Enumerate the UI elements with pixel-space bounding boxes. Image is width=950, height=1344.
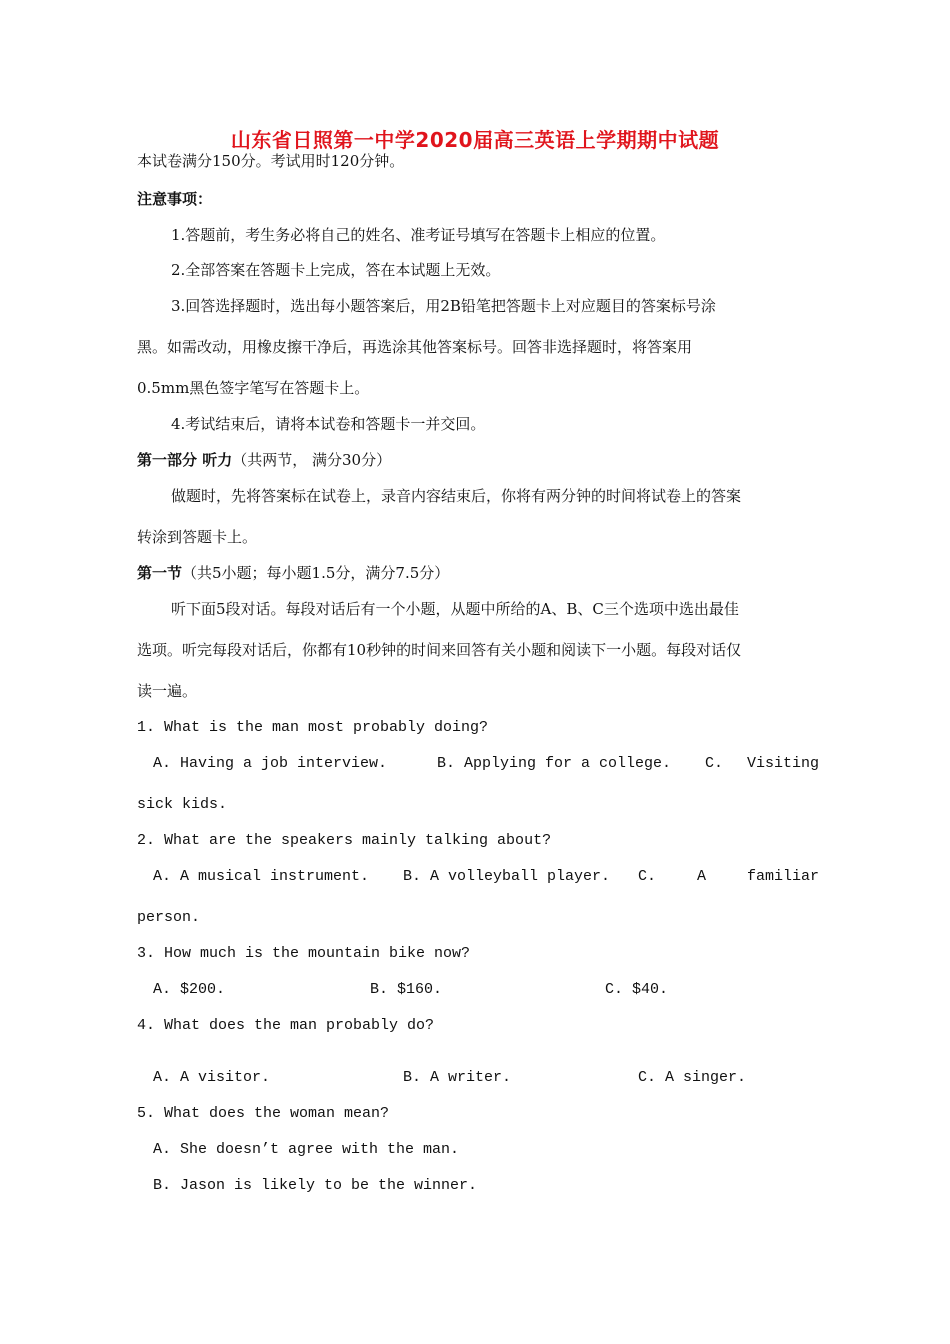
section1-heading-bold: 第一节	[137, 564, 183, 582]
part1-instruction: 做题时，先将答案标在试卷上，录音内容结束后，你将有两分钟的时间将试卷上的答案	[171, 487, 742, 505]
question-1-stem: 1. What is the man most probably doing?	[137, 719, 489, 736]
question-1-option-c: Visiting	[747, 755, 820, 772]
part1-heading-bold: 第一部分 听力	[137, 451, 233, 469]
question-2-option-a: A. A musical instrument.	[153, 868, 370, 885]
question-2-option-c-letter: C.	[638, 868, 657, 885]
part1-instruction-cont: 转涂到答题卡上。	[137, 528, 258, 546]
question-2-stem: 2. What are the speakers mainly talking about?	[137, 832, 552, 849]
question-1-option-c-letter: C.	[705, 755, 724, 772]
question-2-option-c-cont: person.	[137, 909, 201, 926]
section1-instruction-cont2: 读一遍。	[137, 682, 198, 700]
question-5-stem: 5. What does the woman mean?	[137, 1105, 390, 1122]
question-4-option-b: B. A writer.	[403, 1069, 512, 1086]
question-4-option-a: A. A visitor.	[153, 1069, 271, 1086]
question-2-option-b: B. A volleyball player.	[403, 868, 611, 885]
question-3-stem: 3. How much is the mountain bike now?	[137, 945, 471, 962]
notice-item-2: 2.全部答案在答题卡上完成，答在本试题上无效。	[171, 261, 501, 279]
question-3-option-b: B. $160.	[370, 981, 443, 998]
question-1-option-b: B. Applying for a college.	[437, 755, 672, 772]
document-title: 山东省日照第一中学2020届高三英语上学期期中试题	[230, 128, 720, 152]
notice-heading: 注意事项：	[137, 190, 213, 208]
section1-instruction: 听下面5段对话。每段对话后有一个小题，从题中所给的A、B、C三个选项中选出最佳	[171, 600, 739, 618]
question-4-option-c: C. A singer.	[638, 1069, 747, 1086]
notice-item-3: 3.回答选择题时，选出每小题答案后，用2B铅笔把答题卡上对应题目的答案标号涂	[171, 297, 716, 315]
part1-heading	[137, 450, 391, 470]
question-3-option-c: C. $40.	[605, 981, 669, 998]
notice-item-4: 4.考试结束后，请将本试卷和答题卡一并交回。	[171, 415, 486, 433]
part1-heading-rest: （共两节， 满分30分）	[232, 451, 392, 469]
notice-item-3-cont: 黑。如需改动，用橡皮擦干净后，再选涂其他答案标号。回答非选择题时，将答案用	[137, 338, 693, 356]
notice-item-1: 1.答题前，考生务必将自己的姓名、准考证号填写在答题卡上相应的位置。	[171, 226, 666, 244]
question-2-option-c-article: A	[697, 868, 707, 885]
section1-heading	[137, 563, 449, 583]
question-1-option-c-cont: sick kids.	[137, 796, 228, 813]
notice-item-3-cont2: 0.5mm黑色签字笔写在答题卡上。	[137, 379, 370, 397]
question-4-stem: 4. What does the man probably do?	[137, 1017, 435, 1034]
question-5-option-b: B. Jason is likely to be the winner.	[153, 1177, 478, 1194]
question-1-option-a: A. Having a job interview.	[153, 755, 388, 772]
section1-instruction-cont: 选项。听完每段对话后，你都有10秒钟的时间来回答有关小题和阅读下一小题。每段对话仅	[137, 641, 742, 659]
intro-text: 本试卷满分150分。考试用时120分钟。	[137, 152, 405, 170]
question-5-option-a: A. She doesn’t agree with the man.	[153, 1141, 460, 1158]
question-3-option-a: A. $200.	[153, 981, 226, 998]
question-2-option-c: familiar	[747, 868, 820, 885]
section1-heading-rest: （共5小题；每小题1.5分，满分7.5分）	[182, 564, 450, 582]
